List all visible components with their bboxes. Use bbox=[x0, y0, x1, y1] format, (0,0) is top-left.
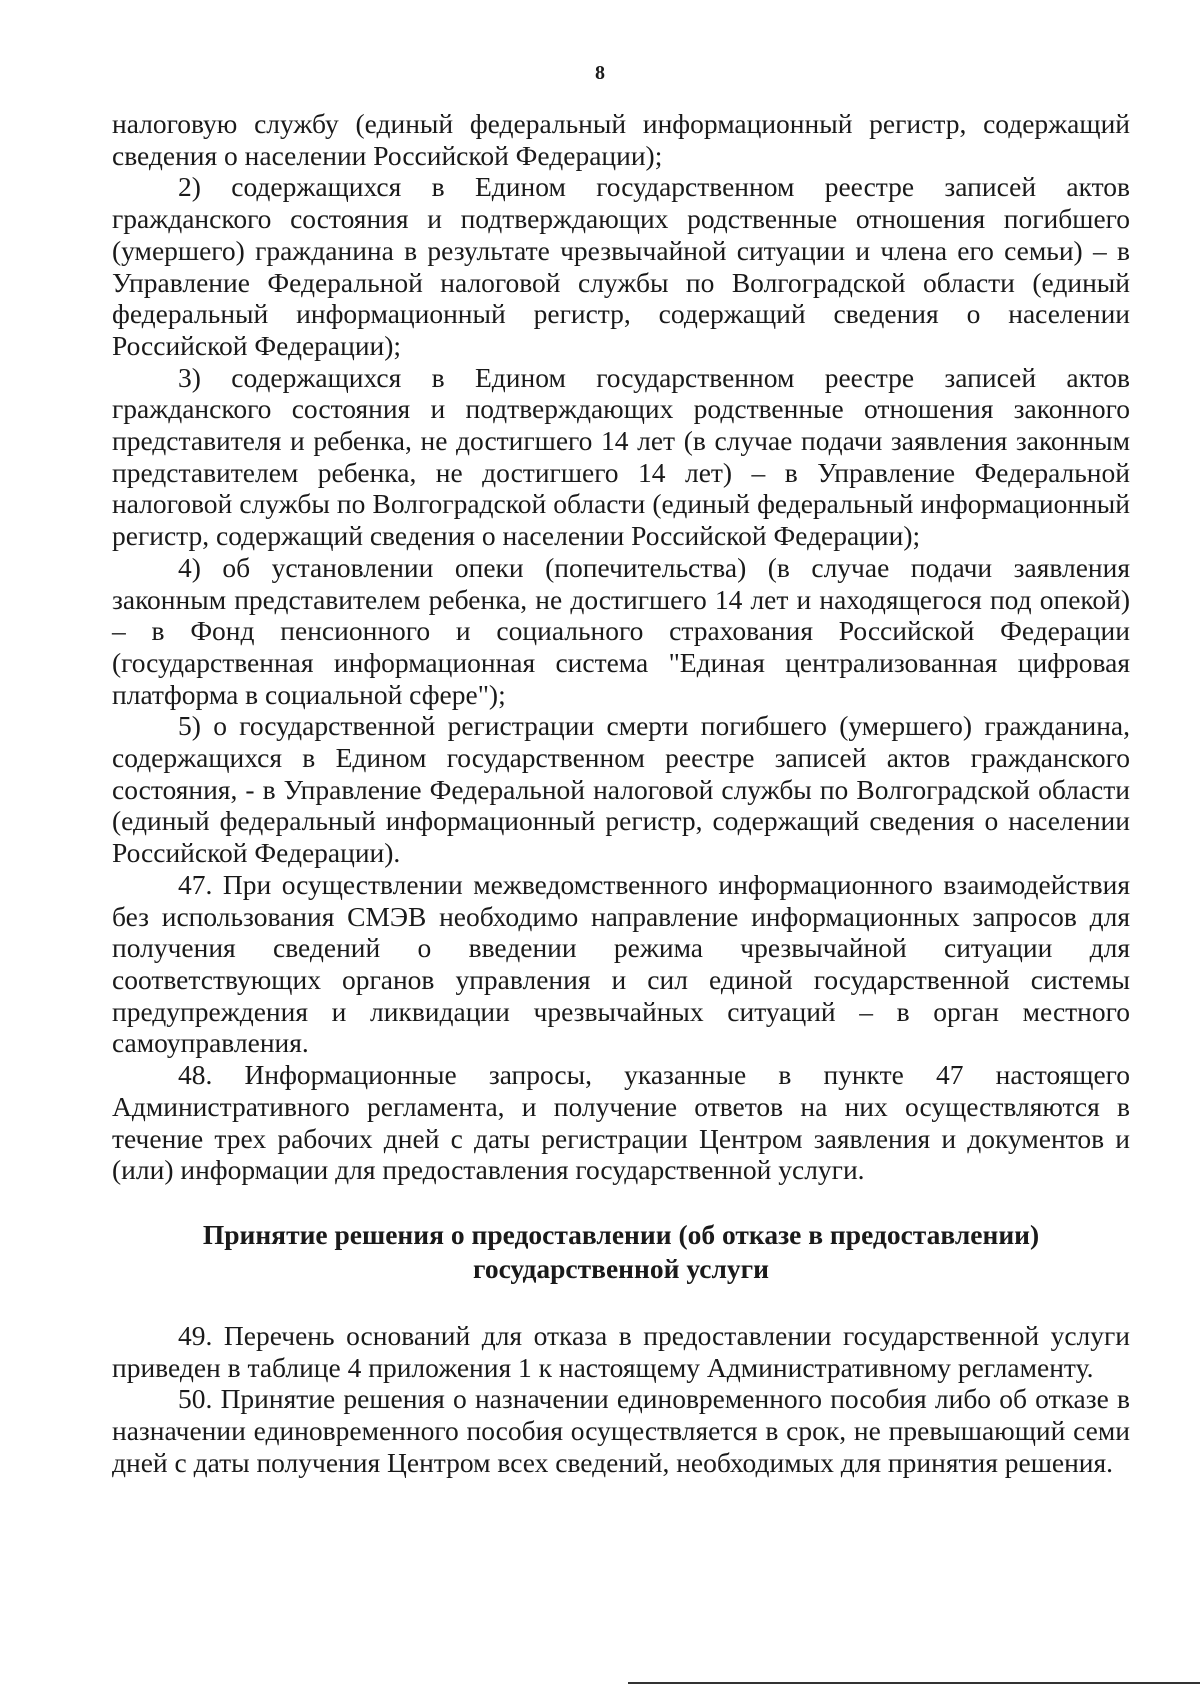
paragraph-49: 49. Перечень оснований для отказа в предоставлении государственной услуги приведен в таблице 4 приложения 1 к настоящему Административному регламенту. bbox=[112, 1319, 1130, 1383]
section-heading bbox=[112, 1218, 1130, 1286]
paragraph-48: 48. Информационные запросы, указанные в пункте 47 настоящего Административного регламента, и получение ответов на них осуществляются в течение трех рабочих дней с даты регистрации Центром заявления и документов и (или) информации для предоставления государственной услуги. bbox=[112, 1059, 1130, 1186]
paragraph-47: 47. При осуществлении межведомственного информационного взаимодействия без использования СМЭВ необходимо направление информационных запросов для получения сведений о введении режима чрезвычайной ситуации для соответствующих органов управления и сил единой государственной системы предупреждения и ликвидации чрезвычайных ситуаций – в орган местного самоуправления. bbox=[112, 868, 1130, 1059]
bottom-divider bbox=[628, 1682, 1200, 1684]
paragraph-continuation: налоговую службу (единый федеральный информационный регистр, содержащий сведения о населении Российской Федерации); bbox=[112, 108, 1130, 171]
paragraph-50: 50. Принятие решения о назначении единовременного пособия либо об отказе в назначении единовременного пособия осуществляется в срок, не превышающий семи дней с даты получения Центром всех сведений, необходимых для принятия решения. bbox=[112, 1383, 1130, 1478]
paragraph-item-2: 2) содержащихся в Едином государственном реестре записей актов гражданского состояния и подтверждающих родственные отношения погибшего (умершего) гражданина в результате чрезвычайной ситуации и члена его семьи) – в Управление Федеральной налоговой службы по Волгоградской области (единый федеральный информационный регистр, содержащий сведения о населении Российской Федерации); bbox=[112, 171, 1130, 361]
section-heading-line-1: Принятие решения о предоставлении (об отказе в предоставлении) bbox=[202, 1218, 1040, 1250]
paragraph-item-4: 4) об установлении опеки (попечительства) (в случае подачи заявления законным представителем ребенка, не достигшего 14 лет и находящегося под опекой) – в Фонд пенсионного и социального страхования Российской Федерации (государственная информационная система "Единая централизованная цифровая платформа в социальной сфере"); bbox=[112, 551, 1130, 710]
paragraph-item-5: 5) о государственной регистрации смерти погибшего (умершего) гражданина, содержащихся в Едином государственном реестре записей актов гражданского состояния, - в Управление Федеральной налоговой службы по Волгоградской области (единый федеральный информационный регистр, содержащий сведения о населении Российской Федерации). bbox=[112, 710, 1130, 869]
paragraph-item-3: 3) содержащихся в Едином государственном реестре записей актов гражданского состояния и подтверждающих родственные отношения законного представителя и ребенка, не достигшего 14 лет (в случае подачи заявления законным представителем ребенка, не достигшего 14 лет) – в Управление Федеральной налоговой службы по Волгоградской области (единый федеральный информационный регистр, содержащий сведения о населении Российской Федерации); bbox=[112, 361, 1130, 552]
section-heading-line-2: государственной услуги bbox=[473, 1252, 769, 1284]
document-body bbox=[112, 108, 1130, 1478]
page-number: 8 bbox=[595, 62, 605, 84]
